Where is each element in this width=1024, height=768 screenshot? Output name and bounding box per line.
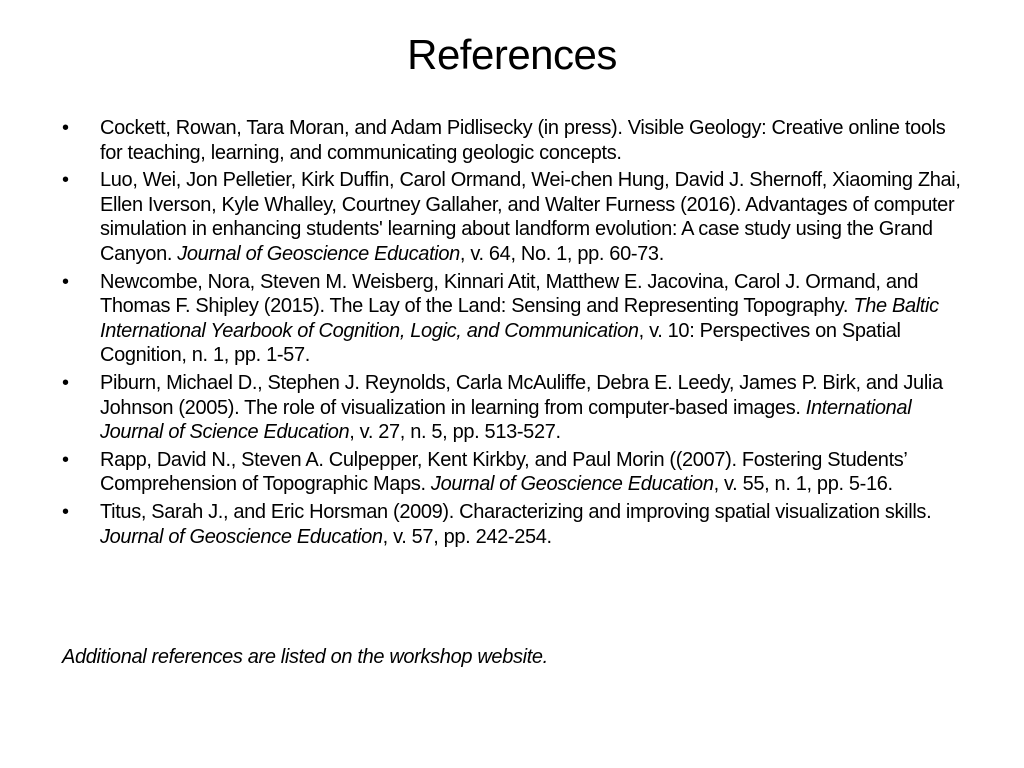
reference-text: Rapp, David N., Steven A. Culpepper, Kent Kirkby, and Paul Morin ((2007). Fostering Students’ Comprehension of Topographic Maps. (100, 448, 907, 496)
reference-text: Cockett, Rowan, Tara Moran, and Adam Pidlisecky (in press). Visible Geology: Creative online tools for teaching, learning, and communicating geologic concepts. (100, 117, 946, 164)
reference-item-titus (62, 500, 962, 549)
reference-item-newcombe (62, 270, 962, 368)
reference-details: , v. 10: Perspectives on Spatial Cognition, n. 1, pp. 1-57. (100, 319, 901, 367)
bullet-icon: • (62, 169, 69, 192)
bullet-icon: • (62, 270, 69, 293)
reference-text: Newcombe, Nora, Steven M. Weisberg, Kinnari Atit, Matthew E. Jacovina, Carol J. Ormand, and Thomas F. Shipley (2015). The Lay of the Land: Sensing and Representing Topography. (100, 270, 919, 318)
reference-details: , v. 27, n. 5, pp. 513-527. (349, 421, 561, 444)
reference-journal: Journal of Geoscience Education (430, 473, 714, 496)
bullet-icon: • (62, 448, 69, 471)
bullet-icon: • (62, 117, 69, 139)
footer-note: Additional references are listed on the workshop website. (62, 646, 548, 668)
reference-text: Piburn, Michael D., Stephen J. Reynolds, Carla McAuliffe, Debra E. Leedy, James P. Birk, and Julia Johnson (2005). The role of visualization in learning from computer-based images. (100, 371, 943, 419)
reference-details: , v. 55, n. 1, pp. 5-16. (713, 473, 893, 496)
reference-text: Titus, Sarah J., and Eric Horsman (2009). Characterizing and improving spatial visualization skills. (100, 500, 932, 523)
reference-details: , v. 57, pp. 242-254. (382, 525, 552, 548)
reference-item-rapp (62, 448, 962, 497)
reference-text: Luo, Wei, Jon Pelletier, Kirk Duffin, Carol Ormand, Wei-chen Hung, David J. Shernoff, Xiaoming Zhai, Ellen Iverson, Kyle Whalley, Courtney Gallaher, and Walter Furness (2016). Advantages of computer simulation in enhancing students' learning about landform evolution: A case study using the Grand Canyon. (100, 169, 961, 265)
reference-item-piburn (62, 371, 962, 445)
reference-item-cockett (62, 116, 962, 165)
reference-journal: The Baltic International Yearbook of Cognition, Logic, and Communication (100, 295, 939, 342)
reference-journal: Journal of Geoscience Education (100, 525, 383, 548)
reference-item-luo (62, 168, 962, 266)
bullet-icon: • (62, 500, 69, 523)
reference-details: , v. 64, No. 1, pp. 60-73. (459, 242, 664, 265)
reference-list (62, 116, 962, 552)
reference-journal: Journal of Geoscience Education (177, 242, 460, 265)
bullet-icon: • (62, 371, 69, 394)
reference-journal: International Journal of Science Education (100, 396, 912, 444)
slide-title: References (407, 31, 617, 78)
